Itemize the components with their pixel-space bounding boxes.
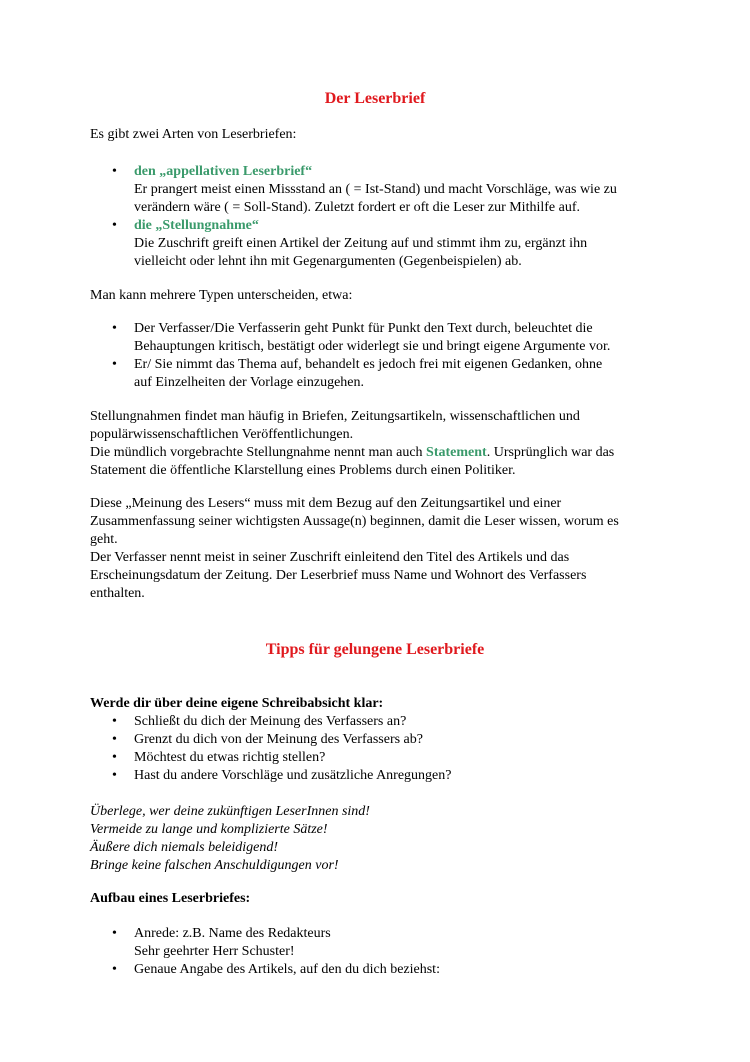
typen-intro: Man kann mehrere Typen unterscheiden, etwa: <box>90 288 353 303</box>
list-item-heading: • die „Stellungnahme“ <box>134 218 259 233</box>
paragraph-meinung <box>90 495 670 603</box>
paragraph-line: geht. <box>90 532 118 547</box>
list-item <box>90 356 670 392</box>
list-item <box>90 320 670 356</box>
statement-term: Statement <box>426 445 487 460</box>
hint-line: Vermeide zu lange und komplizierte Sätze! <box>90 822 328 837</box>
intro-text: Es gibt zwei Arten von Leserbriefen: <box>90 127 297 142</box>
paragraph-line: Der Verfasser nennt meist in seiner Zuschrift einleitend den Titel des Artikels und das <box>90 550 570 565</box>
list-item: • Schließt du dich der Meinung des Verfassers an? <box>90 713 670 731</box>
hinweise-block <box>90 803 670 875</box>
list-item-text: Sehr geehrter Herr Schuster! <box>134 944 295 959</box>
hint-line: Äußere dich niemals beleidigend! <box>90 840 279 855</box>
paragraph-stellungnahmen <box>90 408 670 480</box>
list-item: • Hast du andere Vorschläge und zusätzliche Anregungen? <box>90 767 670 785</box>
list-item: • Möchtest du etwas richtig stellen? <box>90 749 670 767</box>
list-item-text: vielleicht oder lehnt ihn mit Gegenargumenten (Gegenbeispielen) ab. <box>134 254 522 269</box>
list-item <box>90 925 670 961</box>
paragraph-line: Stellungnahmen findet man häufig in Briefen, Zeitungsartikeln, wissenschaftlichen und <box>90 409 580 424</box>
page-title: Der Leserbrief <box>324 90 426 107</box>
list-item-heading: • den „appellativen Leserbrief“ <box>134 164 313 179</box>
list-item <box>90 217 670 271</box>
list-item-text: Behauptungen kritisch, bestätigt oder widerlegt sie und bringt eigene Argumente vor. <box>134 339 611 354</box>
list-item: • Grenzt du dich von der Meinung des Verfassers ab? <box>90 731 670 749</box>
typen-list <box>90 320 670 392</box>
text-span: Die mündlich vorgebrachte Stellungnahme nennt man auch <box>90 445 427 460</box>
list-item-text: • Er/ Sie nimmt das Thema auf, behandelt es jedoch frei mit eigenen Gedanken, ohne <box>134 357 603 372</box>
list-item-text: • Anrede: z.B. Name des Redakteurs <box>134 926 331 941</box>
paragraph-line: Diese „Meinung des Lesers“ muss mit dem Bezug auf den Zeitungsartikel und einer <box>90 496 562 511</box>
list-item-text: auf Einzelheiten der Vorlage einzugehen. <box>134 375 364 390</box>
aufbau-heading: Aufbau eines Leserbriefes: <box>90 891 251 906</box>
paragraph-line: Statement die öffentliche Klarstellung eines Problems durch einen Politiker. <box>90 463 516 478</box>
hint-line: Überlege, wer deine zukünftigen LeserInnen sind! <box>90 804 370 819</box>
list-item-text: Die Zuschrift greift einen Artikel der Zeitung auf und stimmt ihm zu, ergänzt ihn <box>134 236 588 251</box>
list-item-text: • Der Verfasser/Die Verfasserin geht Punkt für Punkt den Text durch, beleuchtet die <box>134 321 593 336</box>
list-item-text: • Genaue Angabe des Artikels, auf den du dich beziehst: <box>134 962 440 977</box>
paragraph-line: enthalten. <box>90 586 145 601</box>
text-span: . Ursprünglich war das <box>486 445 615 460</box>
hint-line: Bringe keine falschen Anschuldigungen vor! <box>90 858 339 873</box>
paragraph-line: Erscheinungsdatum der Zeitung. Der Leserbrief muss Name und Wohnort des Verfassers <box>90 568 587 583</box>
paragraph-line: Zusammenfassung seiner wichtigsten Aussage(n) beginnen, damit die Leser wissen, worum es <box>90 514 619 529</box>
list-item-text: Er prangert meist einen Missstand an ( = Ist-Stand) und macht Vorschläge, was wie zu <box>134 182 617 197</box>
paragraph-line: populärwissenschaftlichen Veröffentlichungen. <box>90 427 354 442</box>
aufbau-list <box>90 925 670 979</box>
list-item <box>90 961 670 979</box>
schreibabsicht-list <box>90 713 670 785</box>
list-item-text: verändern wäre ( = Soll-Stand). Zuletzt fordert er oft die Leser zur Mithilfe auf. <box>134 200 580 215</box>
arten-list <box>90 163 670 271</box>
paragraph-line <box>90 444 670 462</box>
schreibabsicht-heading: Werde dir über deine eigene Schreibabsicht klar: <box>90 696 384 711</box>
list-item <box>90 163 670 217</box>
section-title: Tipps für gelungene Leserbriefe <box>265 641 485 658</box>
